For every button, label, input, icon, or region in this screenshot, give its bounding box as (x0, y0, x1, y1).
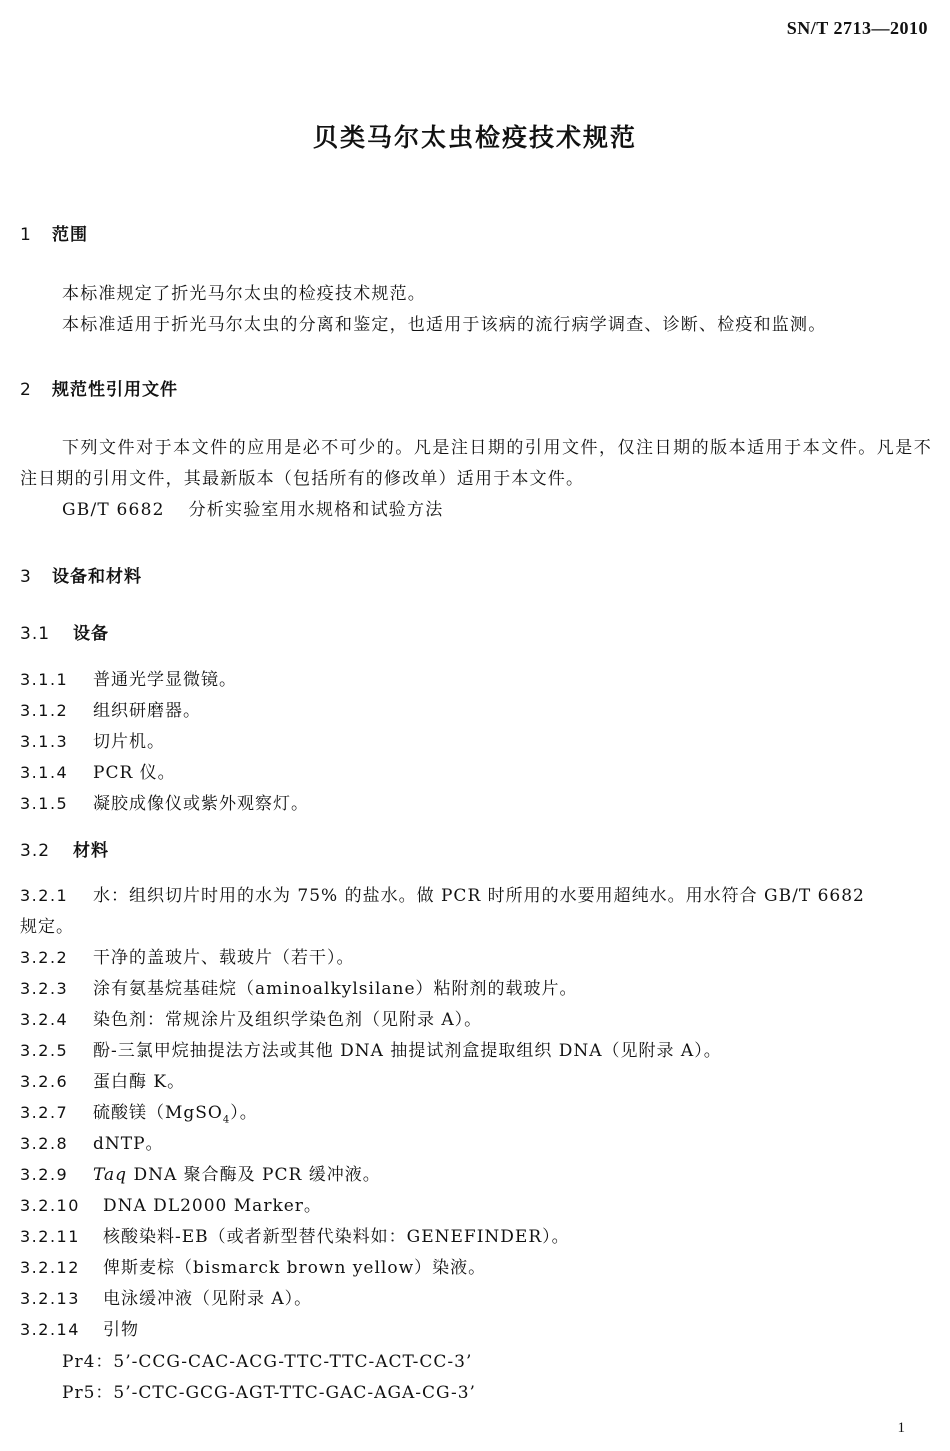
subsection-number: 3.2 (20, 841, 51, 861)
standard-code: SN/T 2713—2010 (786, 18, 928, 38)
item-number: 3.2.1 (20, 886, 69, 905)
item-text: 核酸染料-EB（或者新型替代染料如：GENEFINDER）。 (103, 1227, 570, 1247)
subsection-title: 材料 (73, 841, 109, 861)
item-number: 3.1.4 (20, 763, 69, 782)
list-item (20, 1036, 722, 1061)
section-1-paragraph-2: 本标准适用于折光马尔太虫的分离和鉴定，也适用于该病的流行病学调查、诊断、检疫和监测。 (62, 315, 827, 335)
item-text-continuation: 规定。 (20, 917, 74, 937)
item-number: 3.2.12 (20, 1258, 80, 1277)
item-text: 涂有氨基烷基硅烷（aminoalkylsilane）粘附剂的载玻片。 (93, 979, 578, 999)
item-number: 3.2.14 (20, 1320, 80, 1339)
item-text: 组织研磨器。 (93, 701, 201, 721)
list-item (20, 696, 201, 721)
subsection-3-2-heading (20, 836, 109, 861)
item-number: 3.2.8 (20, 1134, 69, 1153)
primer-sequence: Pr5：5’-CTC-GCG-AGT-TTC-GAC-AGA-CG-3’ (62, 1383, 476, 1403)
primer-sequence: Pr4：5’-CCG-CAC-ACG-TTC-TTC-ACT-CC-3’ (62, 1352, 473, 1372)
item-number: 3.2.6 (20, 1072, 69, 1091)
item-text: 普通光学显微镜。 (93, 670, 237, 690)
item-text: 酚-三氯甲烷抽提法方法或其他 DNA 抽提试剂盒提取组织 DNA（见附录 A）。 (93, 1041, 722, 1061)
section-number: 3 (20, 567, 32, 587)
section-1-heading (20, 220, 88, 245)
item-text: 干净的盖玻片、载玻片（若干）。 (93, 948, 355, 968)
item-number: 3.2.11 (20, 1227, 80, 1246)
subscript: 4 (222, 1114, 231, 1126)
list-item (20, 1098, 258, 1125)
section-title: 设备和材料 (52, 567, 142, 587)
list-item (20, 727, 165, 752)
list-item (20, 1315, 139, 1340)
item-text: 切片机。 (93, 732, 165, 752)
list-item (20, 758, 176, 783)
list-item (20, 1253, 486, 1278)
item-number: 3.2.2 (20, 948, 69, 967)
section-title: 规范性引用文件 (52, 380, 178, 400)
list-item (20, 1067, 185, 1092)
item-text: 染色剂：常规涂片及组织学染色剂（见附录 A）。 (93, 1010, 483, 1030)
item-text: 凝胶成像仪或紫外观察灯。 (93, 794, 309, 814)
section-number: 1 (20, 225, 32, 245)
subsection-number: 3.1 (20, 624, 51, 644)
item-text: 电泳缓冲液（见附录 A）。 (103, 1289, 313, 1309)
item-text: DNA DL2000 Marker。 (103, 1196, 322, 1216)
section-number: 2 (20, 380, 32, 400)
item-text: 硫酸镁（MgSO (93, 1103, 223, 1123)
list-item (20, 1222, 570, 1247)
section-2-paragraph: 下列文件对于本文件的应用是必不可少的。凡是注日期的引用文件，仅注日期的版本适用于本文件。凡是不注日期的引用文件，其最新版本（包括所有的修改单）适用于本文件。 (20, 438, 932, 489)
item-text-suffix: ）。 (230, 1103, 258, 1123)
item-text: DNA 聚合酶及 PCR 缓冲液。 (127, 1165, 381, 1185)
reference-title: 分析实验室用水规格和试验方法 (188, 500, 444, 520)
list-item (20, 1129, 164, 1154)
section-1-paragraph-1: 本标准规定了折光马尔太虫的检疫技术规范。 (62, 284, 426, 304)
list-item (20, 1160, 381, 1185)
document-title: 贝类马尔太虫检疫技术规范 (312, 123, 637, 152)
item-text: PCR 仪。 (93, 763, 176, 783)
item-text: 俾斯麦棕（bismarck brown yellow）染液。 (103, 1258, 487, 1278)
section-3-heading (20, 562, 142, 587)
item-text: dNTP。 (93, 1134, 164, 1154)
subsection-title: 设备 (73, 624, 109, 644)
item-number: 3.1.2 (20, 701, 69, 720)
item-text: 水：组织切片时用的水为 75% 的盐水。做 PCR 时所用的水要用超纯水。用水符合 GB/T 6682 (93, 886, 865, 906)
page-number: 1 (897, 1420, 905, 1436)
item-number: 3.2.3 (20, 979, 69, 998)
list-item (20, 1284, 312, 1309)
section-2-heading (20, 375, 178, 400)
item-number: 3.1.1 (20, 670, 69, 689)
list-item (20, 789, 309, 814)
item-number: 3.1.5 (20, 794, 69, 813)
item-number: 3.2.7 (20, 1103, 69, 1122)
list-item (20, 1005, 482, 1030)
subsection-3-1-heading (20, 619, 109, 644)
item-number: 3.2.9 (20, 1165, 69, 1184)
section-title: 范围 (52, 225, 88, 245)
item-text: 蛋白酶 K。 (93, 1072, 186, 1092)
list-item (20, 665, 237, 690)
normative-reference (62, 495, 932, 526)
item-number: 3.2.10 (20, 1196, 80, 1215)
item-number: 3.2.13 (20, 1289, 80, 1308)
list-item (20, 1191, 322, 1216)
list-item (20, 881, 865, 937)
item-number: 3.2.4 (20, 1010, 69, 1029)
item-number: 3.2.5 (20, 1041, 69, 1060)
list-item (20, 974, 578, 999)
list-item (20, 943, 355, 968)
item-text: 引物 (103, 1320, 139, 1340)
reference-code: GB/T 6682 (62, 500, 165, 520)
item-number: 3.1.3 (20, 732, 69, 751)
italic-term: Taq (93, 1165, 128, 1185)
